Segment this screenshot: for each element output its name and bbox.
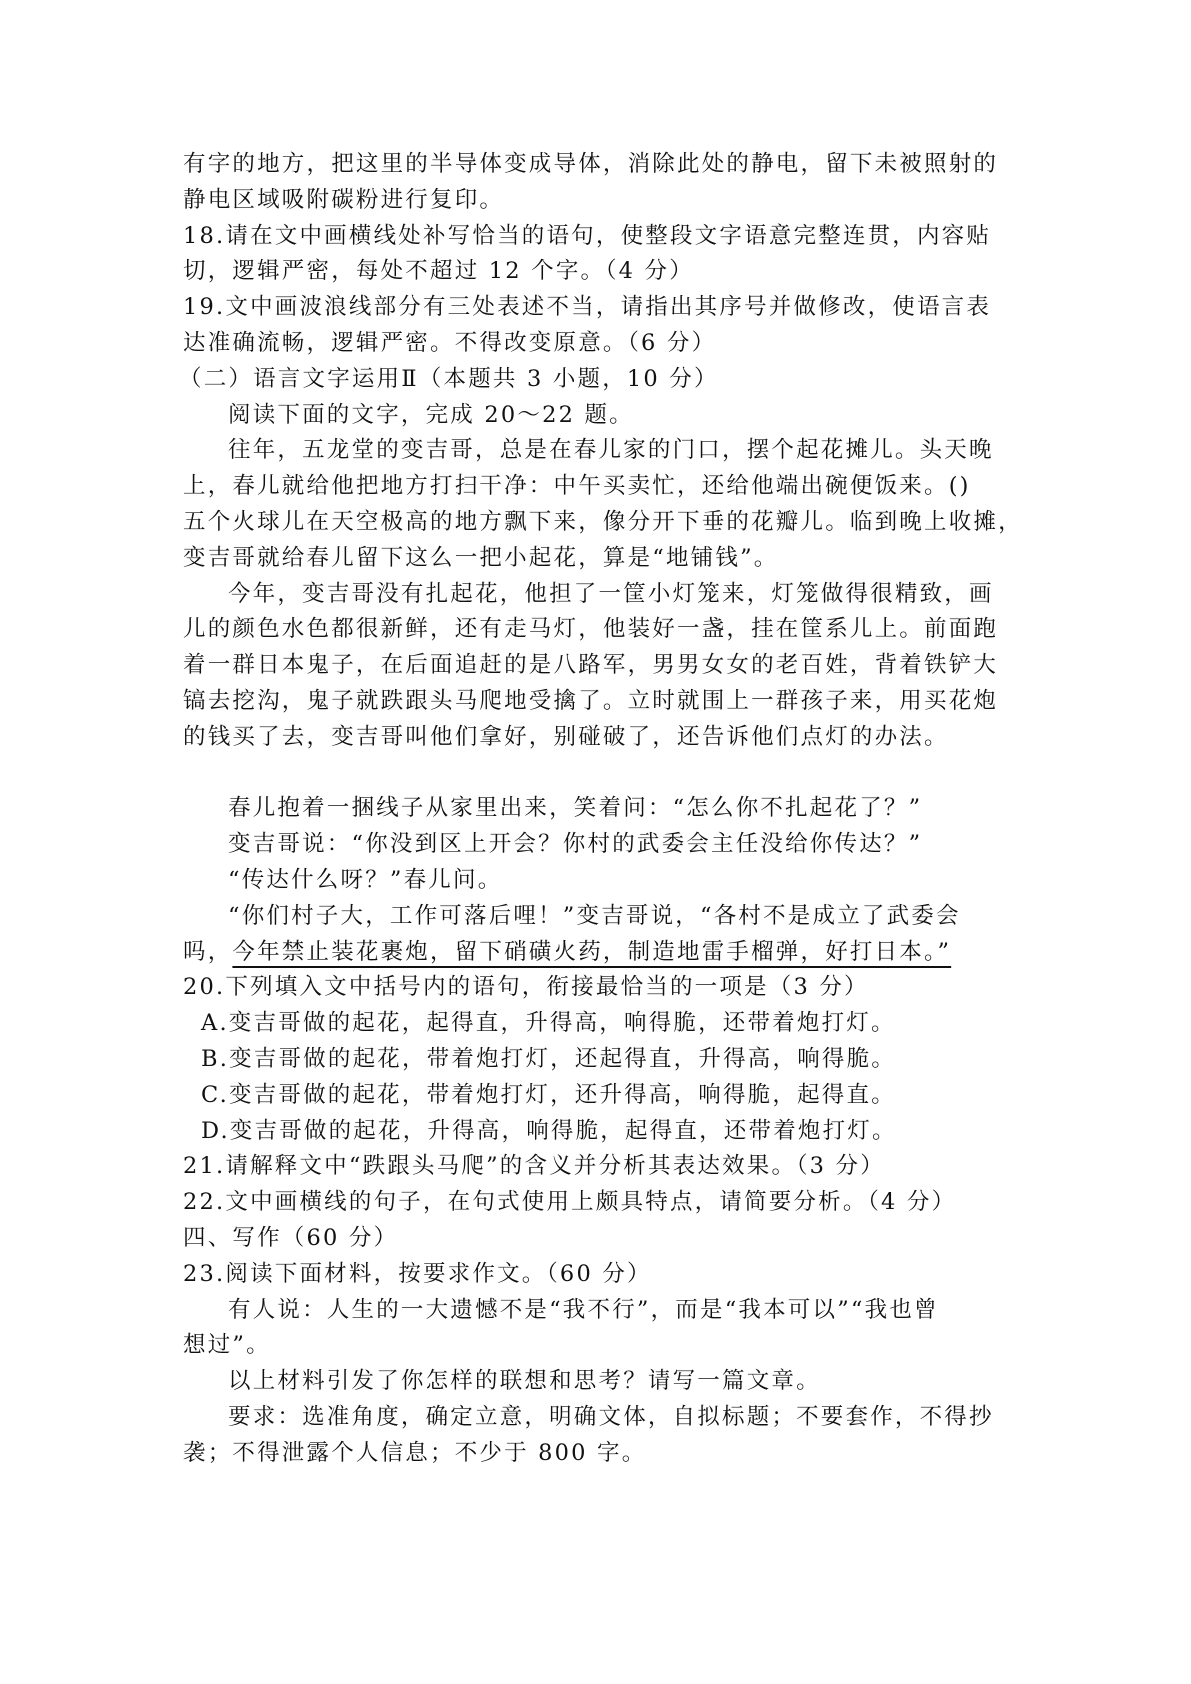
question-20: 20.下列填入文中括号内的语句，衔接最恰当的一项是（3 分） xyxy=(183,974,869,1001)
option-d: D.变吉哥做的起花，升得高，响得脆，起得直，还带着炮打灯。 xyxy=(201,1117,897,1144)
option-c: C.变吉哥做的起花，带着炮打灯，还升得高，响得脆，起得直。 xyxy=(201,1081,896,1108)
blank-gap xyxy=(183,756,1013,792)
dialog-line: “传达什么呀？”春儿问。 xyxy=(228,866,503,893)
option-a: A.变吉哥做的起花，起得直，升得高，响得脆，还带着炮打灯。 xyxy=(201,1010,896,1037)
dialog-line: “你们村子大，工作可落后哩！”变吉哥说，“各村不是成立了武委会 xyxy=(228,902,961,929)
question-19: 19.文中画波浪线部分有三处表述不当，请指出其序号并做修改，使语言表 xyxy=(183,294,992,321)
passage-paragraph-line: 上，春儿就给他把地方打扫干净：中午买卖忙，还给他端出碗便饭来。() xyxy=(183,473,971,500)
material-line: 想过”。 xyxy=(183,1332,271,1359)
passage-paragraph-line: 今年，变吉哥没有扎起花，他担了一筐小灯笼来，灯笼做得很精致，画 xyxy=(228,580,994,607)
material-line: 有人说：人生的一大遗憾不是“我不行”，而是“我本可以”“我也曾 xyxy=(228,1296,939,1323)
question-22: 22.文中画横线的句子，在句式使用上颇具特点，请简要分析。（4 分） xyxy=(183,1189,957,1216)
requirements-line: 要求：选准角度，确定立意，明确文体，自拟标题；不要套作，不得抄 xyxy=(228,1403,994,1430)
passage-paragraph-line: 着一群日本鬼子，在后面追赶的是八路军，男男女女的老百姓，背着铁铲大 xyxy=(183,652,999,679)
passage-paragraph-line: 儿的颜色水色都很新鲜，还有走马灯，他装好一盏，挂在筐系儿上。前面跑 xyxy=(183,616,999,643)
continued-text-line: 静电区域吸附碳粉进行复印。 xyxy=(183,186,505,213)
passage-paragraph-line: 往年，五龙堂的变吉哥，总是在春儿家的门口，摆个起花摊儿。头天晚 xyxy=(228,437,994,464)
question-21: 21.请解释文中“跌跟头马爬”的含义并分析其表达效果。（3 分） xyxy=(183,1153,885,1180)
passage-paragraph-line: 五个火球儿在天空极高的地方飘下来，像分开下垂的花瓣儿。临到晚上收摊， xyxy=(183,508,1023,535)
passage-paragraph-line: 变吉哥就给春儿留下这么一把小起花，算是“地铺钱”。 xyxy=(183,544,779,571)
underlined-sentence: 今年禁止装花裹炮，留下硝磺火药，制造地雷手榴弹，好打日本。” xyxy=(232,938,952,965)
question-18: 18.请在文中画横线处补写恰当的语句，使整段文字语意完整连贯，内容贴 xyxy=(183,222,992,249)
section-heading-2: （二）语言文字运用Ⅱ（本题共 3 小题，10 分） xyxy=(179,365,719,392)
question-18-cont: 切，逻辑严密，每处不超过 12 个字。（4 分） xyxy=(183,258,694,285)
dialog-line: 变吉哥说：“你没到区上开会？你村的武委会主任没给你传达？” xyxy=(228,831,923,858)
question-19-cont: 达准确流畅，逻辑严密。不得改变原意。（6 分） xyxy=(183,329,717,356)
continued-text-line: 有字的地方，把这里的半导体变成导体，消除此处的静电，留下未被照射的 xyxy=(183,151,999,177)
dialog-line-underlined-sentence xyxy=(183,935,1013,971)
passage-paragraph-line: 的钱买了去，变吉哥叫他们拿好，别碰破了，还告诉他们点灯的办法。 xyxy=(183,723,949,750)
reading-instruction: 阅读下面的文字，完成 20～22 题。 xyxy=(228,401,634,428)
dialog-line: 春儿抱着一捆线子从家里出来，笑着问：“怎么你不扎起花了？” xyxy=(228,795,923,822)
question-23: 23.阅读下面材料，按要求作文。（60 分） xyxy=(183,1260,652,1287)
writing-prompt: 以上材料引发了你怎样的联想和思考？请写一篇文章。 xyxy=(228,1368,821,1395)
dialog-prefix: 吗， xyxy=(183,938,233,965)
section-heading-4: 四、写作（60 分） xyxy=(183,1224,399,1251)
option-b: B.变吉哥做的起花，带着炮打灯，还起得直，升得高，响得脆。 xyxy=(201,1045,896,1072)
page-content xyxy=(179,147,1023,1471)
requirements-line: 袭；不得泄露个人信息；不少于 800 字。 xyxy=(183,1439,647,1466)
passage-paragraph-line: 镐去挖沟，鬼子就跌跟头马爬地受擒了。立时就围上一群孩子来，用买花炮 xyxy=(183,687,999,714)
